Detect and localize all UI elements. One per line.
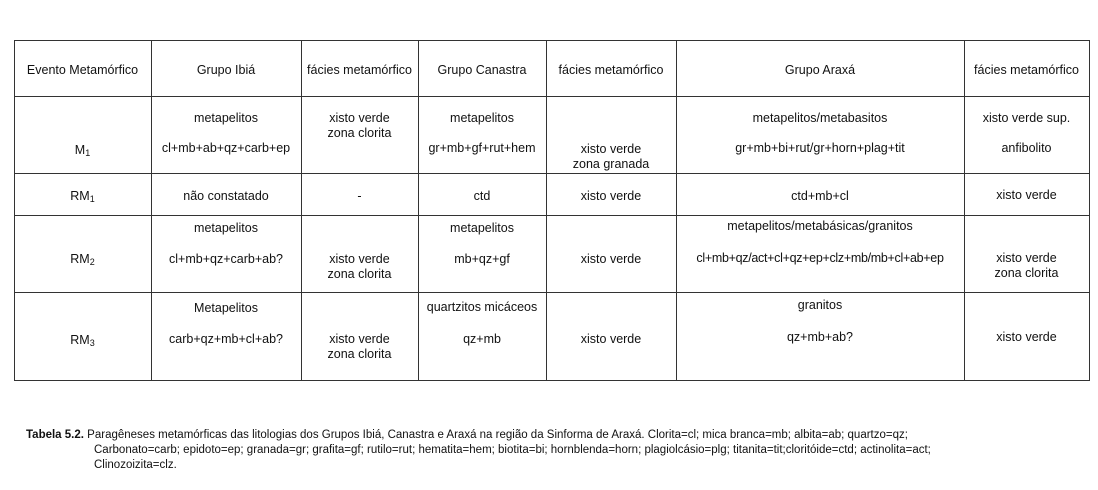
- canastra-facies-zone: zona granada: [572, 157, 650, 171]
- row-divider: [14, 215, 1090, 216]
- ibia-facies-zone: zona clorita: [327, 347, 392, 361]
- araxa-facies: xisto verde: [996, 188, 1057, 202]
- canastra-paragenesis: ctd: [473, 189, 491, 203]
- canastra-rock: metapelitos: [450, 111, 514, 125]
- canastra-paragenesis: qz+mb: [463, 332, 501, 346]
- header-grupo-araxa: Grupo Araxá: [784, 63, 856, 77]
- ibia-paragenesis: não constatado: [183, 189, 269, 203]
- canastra-paragenesis: gr+mb+gf+rut+hem: [428, 141, 536, 155]
- canastra-facies: xisto verde: [580, 189, 642, 203]
- event-label: $RM_3$: [70, 333, 95, 348]
- ibia-facies: xisto verde: [329, 111, 390, 125]
- ibia-facies-zone: zona clorita: [327, 267, 392, 281]
- ibia-facies-zone: zona clorita: [327, 126, 392, 140]
- col-divider: [301, 40, 302, 381]
- araxa-paragenesis: ctd+mb+cl: [791, 189, 849, 203]
- caption-line-2: Carbonato=carb; epidoto=ep; granada=gr; grafita=gf; rutilo=rut; hematita=hem; biotita=bi; hornblenda=horn; plagiolcásio=plg; titanita=tit;cloritóide=ctd; actinolita=act;: [94, 444, 931, 456]
- ibia-paragenesis: carb+qz+mb+cl+ab?: [169, 332, 283, 346]
- header-divider: [14, 96, 1090, 97]
- ibia-rock: metapelitos: [194, 111, 258, 125]
- caption-line-1: [26, 428, 1086, 443]
- col-divider: [151, 40, 152, 381]
- header-evento: Evento Metamórfico: [26, 63, 139, 77]
- ibia-rock: metapelitos: [194, 221, 258, 235]
- araxa-rock: metapelitos/metabasitos: [752, 111, 888, 125]
- araxa-facies-2: anfibolito: [1001, 141, 1052, 155]
- canastra-facies: xisto verde: [580, 142, 642, 156]
- col-divider: [1089, 40, 1090, 381]
- araxa-paragenesis: gr+mb+bi+rut/gr+horn+plag+tit: [735, 141, 905, 155]
- event-label: $RM_2$: [70, 252, 95, 267]
- col-divider: [14, 40, 15, 381]
- header-grupo-canastra: Grupo Canastra: [437, 63, 527, 77]
- ibia-rock: Metapelitos: [194, 301, 258, 315]
- row-divider: [14, 292, 1090, 293]
- col-divider: [546, 40, 547, 381]
- event-label: $RM_1$: [70, 189, 95, 204]
- araxa-paragenesis: cl+mb+qz/act+cl+qz+ep+clz+mb/mb+cl+ab+ep: [696, 251, 944, 265]
- canastra-rock: quartzitos micáceos: [426, 300, 538, 314]
- table-border-bottom: [14, 380, 1090, 381]
- araxa-paragenesis: qz+mb+ab?: [786, 330, 854, 344]
- event-label: $M_1$: [74, 143, 91, 158]
- ibia-facies: -: [357, 189, 362, 203]
- header-facies-ibia: fácies metamórfico: [307, 63, 412, 77]
- caption-line-3: Clinozoizita=clz.: [94, 459, 177, 471]
- col-divider: [418, 40, 419, 381]
- araxa-facies: xisto verde: [996, 251, 1057, 265]
- araxa-facies-zone: zona clorita: [994, 266, 1059, 280]
- header-grupo-ibia: Grupo Ibiá: [196, 63, 256, 77]
- ibia-paragenesis: cl+mb+qz+carb+ab?: [169, 252, 283, 266]
- caption-text-1: Paragêneses metamórficas das litologias dos Grupos Ibiá, Canastra e Araxá na região da Sinforma de Araxá. Clorita=cl; mica branca=mb; albita=ab; quartzo=qz;: [87, 429, 908, 441]
- araxa-rock: metapelitos/metabásicas/granitos: [727, 219, 913, 233]
- canastra-paragenesis: mb+qz+gf: [454, 252, 510, 266]
- araxa-facies: xisto verde sup.: [982, 111, 1071, 125]
- ibia-facies: xisto verde: [329, 332, 390, 346]
- table-border-top: [14, 40, 1090, 41]
- header-facies-araxa: fácies metamórfico: [974, 63, 1079, 77]
- paragenesis-table: [14, 40, 1090, 381]
- canastra-rock: metapelitos: [450, 221, 514, 235]
- header-facies-canastra: fácies metamórfico: [558, 63, 664, 77]
- araxa-rock: granitos: [797, 298, 843, 312]
- araxa-facies: xisto verde: [996, 330, 1057, 344]
- row-divider: [14, 173, 1090, 174]
- canastra-facies: xisto verde: [580, 332, 642, 346]
- caption-label: Tabela 5.2.: [26, 429, 84, 441]
- ibia-paragenesis: cl+mb+ab+qz+carb+ep: [161, 141, 291, 155]
- canastra-facies: xisto verde: [580, 252, 642, 266]
- ibia-facies: xisto verde: [329, 252, 390, 266]
- table-caption: [26, 428, 1086, 473]
